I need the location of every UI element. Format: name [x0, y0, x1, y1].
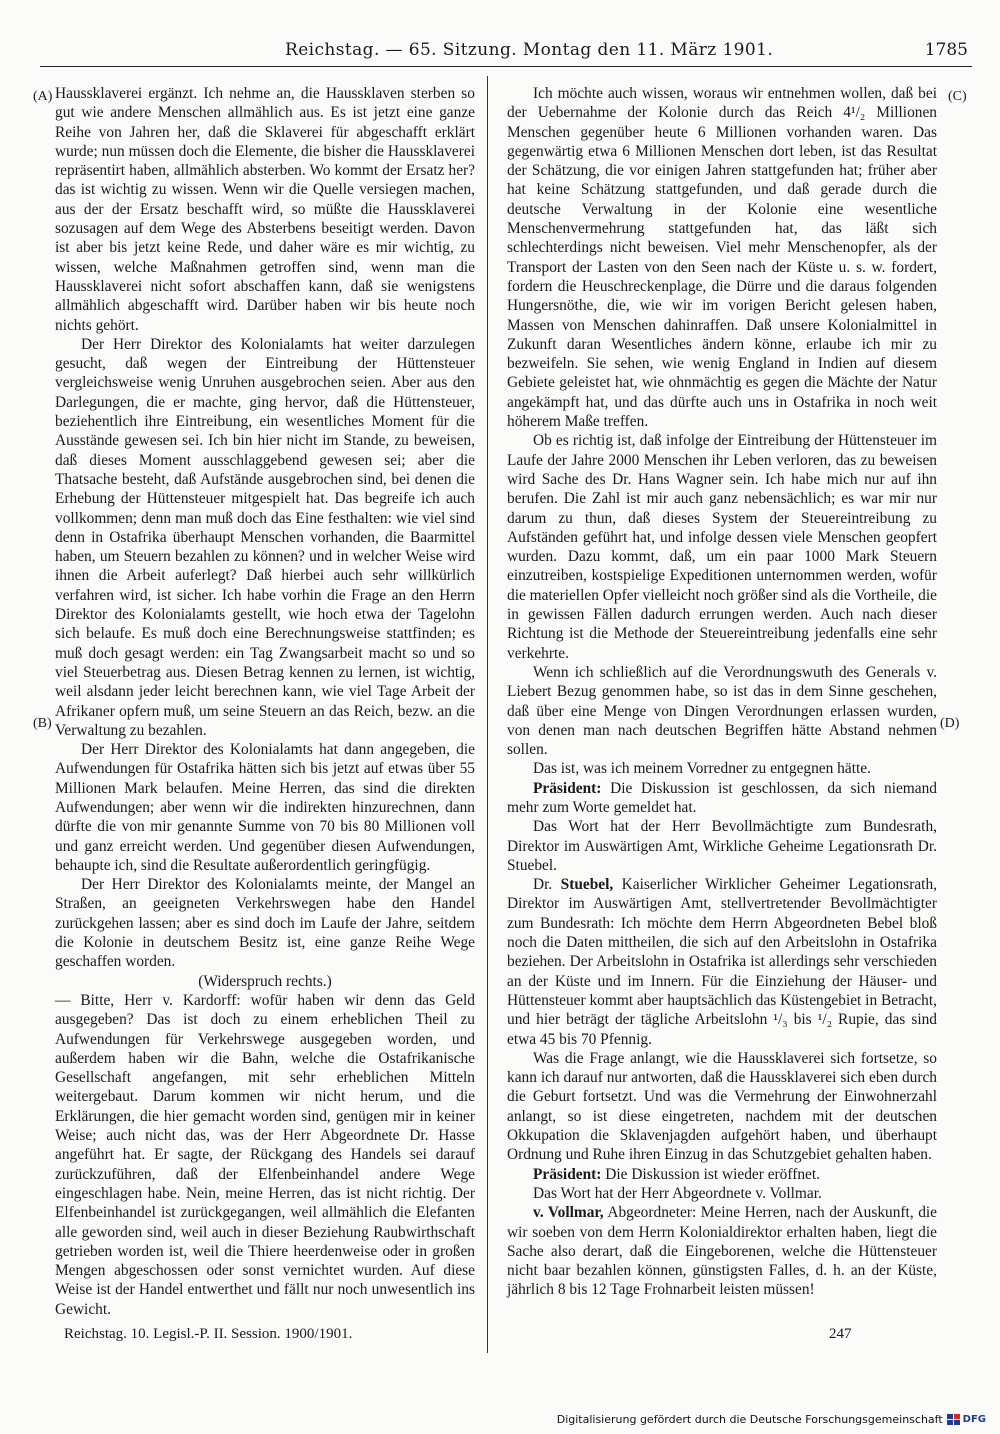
- right-paragraph-2: Ob es richtig ist, daß infolge der Eintreibung der Hüttensteuer im Laufe der Jahre 2000 Menschen ihr Leben verloren, das zu beweisen wird Sache des Dr. Hans Wagner sein. Ich habe mich nur auf ihn berufen. Die Zahl ist mir auch ganz nebensächlich; es war mir nur darum zu thun, daß dieses System der Steuereintreibung zu Aufständen geführt hat, und infolge dessen viele Menschen geopfert wurden. Dazu kommt, daß, um ein paar 1000 Mark Steuern einzutreiben, kostspielige Expeditionen unternommen werden, wofür die materiellen Opfer vielleicht noch größer sind als die Vortheile, die in gewissen Fällen dadurch errungen werden. Auch nach dieser Richtung ist die Methode der Steuereintreibung jedenfalls eine sehr verkehrte.: [507, 432, 937, 662]
- speaker-text: Abgeordneter: Meine Herren, nach der Auskunft, die wir soeben von dem Herrn Kolonialdirektor erhalten haben, liegt die Sache also derart, daß die Eingeborenen, welche die Hüttensteuer nicht baar bezahlen können, günstigsten Falles, d. h. an der Küste, jährlich 8 bis 12 Tage Frohnarbeit leisten müssen!: [507, 1204, 937, 1299]
- header-rule: [40, 66, 972, 67]
- dfg-logo-icon: [947, 1414, 986, 1426]
- left-paragraph-interjection: (Widerspruch rechts.): [198, 972, 332, 990]
- header-title: Reichstag. — 65. Sitzung. Montag den 11. März 1901.: [285, 40, 774, 60]
- right-paragraph-8: Was die Frage anlangt, wie die Haussklaverei sich fortsetze, so kann ich darauf nur antworten, daß die Haussklaverei sich eben durch die Geburt fortsetzt. Und was die Vermehrung der Einwohnerzahl anlangt, so ist diese eingetreten, nachdem mit der deutschen Okkupation die Sklavenjagden aufgehört haben, und überhaupt Ordnung und Ruhe ihren Einzug in das Schutzgebiet gehalten haben.: [507, 1049, 937, 1164]
- left-paragraph-6: — Bitte, Herr v. Kardorff: wofür haben wir denn das Geld ausgegeben? Das ist doch zu einem erheblichen Theil zu Aufwendungen für Verkehrswege ausgegeben worden, und außerdem haben wir die Bahn, welche die Ostafrikanische Gesellschaft angefangen, mit sehr erheblichen Mitteln weitergebaut. Darum kommen wir nicht herum, und die Erklärungen, die hier gemacht worden sind, genügen mir in keiner Weise; auch nicht das, was der Herr Abgeordnete Dr. Hasse angeführt hat. Er sagte, der Rückgang des Handels sei darauf zurückzuführen, daß der Elfenbeinhandel andere Wege eingeschlagen habe. Nein, meine Herren, das ist nicht richtig. Der Elfenbeinhandel ist zurückgegangen, weil allmählich die Elefanten alle geworden sind, weil auch in dieser Beziehung Raubwirthschaft getrieben worden ist, weil die Thiere heerdenweise oder in großen Mengen abgeschossen oder sonst vernichtet wurden. Auf diese Weise ist der Handel entwerthet und fällt nur noch unwesentlich ins Gewicht.: [55, 991, 475, 1318]
- speaker-label: v. Vollmar,: [533, 1204, 604, 1222]
- margin-marker-a: (A): [33, 89, 53, 104]
- header-page-number: 1785: [924, 40, 968, 60]
- left-paragraph-4: Der Herr Direktor des Kolonialamts meinte, der Mangel an Straßen, an geeigneten Verkehrswegen habe den Handel zurückgehen lassen; aber es sind doch im Laufe der Jahre, seitdem die Kolonie in deutschem Besitz ist, eine ganze Reihe Wege geschaffen worden.: [55, 876, 475, 971]
- left-paragraph-2: Der Herr Direktor des Kolonialamts hat weiter darzulegen gesucht, daß wegen der Eintreibung der Hüttensteuer vergleichsweise wenig Unruhen ausgebrochen seien. Aber aus den Darlegungen, die er machte, ging hervor, daß die Hüttensteuer, beziehentlich ihre Eintreibung, ein wesentliches Moment für die Ausstände gewesen sei. Ich bin hier nicht im Stande, zu beweisen, daß dieses Moment ausschlaggebend gewesen sei; aber die Thatsache besteht, daß Aufstände ausgebrochen sind, bei denen die Erhebung der Hüttensteuer mitgespielt hat. Das begreife ich auch vollkommen; denn man muß doch das Eine festhalten: wie viel sind denn in Ostafrika überhaupt Menschen vorhanden, die Baarmittel haben, um Steuern bezahlen zu können? und in welcher Weise wird ihnen die Arbeit auferlegt? Daß hierbei auch sehr willkürlich verfahren wird, ist sicher. Ich habe vorhin die Frage an den Herrn Direktor des Kolonialamts gestellt, wie hoch etwa der Tagelohn sich belaufe. Es muß doch eine Berechnungsweise stattfinden; es muß doch gesagt werden: ein Tag Zwangsarbeit macht so und so viel Steuerbetrag aus. Diesen Betrag kennen zu lernen, ist wichtig, weil alsdann jeder leicht berechnen kann, wie viel Tage Arbeit der Afrikaner opfern muß, um seine Steuern an das Reich, bezw. an die Verwaltung zu bezahlen.: [55, 335, 475, 739]
- right-paragraph-4: Das ist, was ich meinem Vorredner zu entgegnen hätte.: [533, 760, 871, 778]
- speaker-label: Stuebel,: [560, 876, 614, 894]
- right-paragraph-9: [507, 1165, 937, 1184]
- speaker-prefix: Dr.: [533, 876, 561, 894]
- right-paragraph-11: [507, 1203, 937, 1299]
- column-divider: [487, 76, 488, 1353]
- footer-session-info: Reichstag. 10. Legisl.-P. II. Session. 1900/1901.: [64, 1326, 353, 1342]
- right-paragraph-7: [507, 875, 937, 1049]
- right-column: [507, 84, 937, 1300]
- left-paragraph-1: Haussklaverei ergänzt. Ich nehme an, die Haussklaven sterben so gut wie andere Menschen allmählich aus. Es ist jetzt eine ganze Reihe von Jahren her, daß die Sklaverei für abgeschafft erklärt wurde; nun müssen doch die Elemente, die bisher die Haussklaverei repräsentirt haben, allmählich absterben. Wo kommt der Ersatz her? das ist wichtig zu wissen. Wenn wir die Quelle versiegen machen, aus der der Ersatz beschafft wird, so müßte die Haussklaverei sozusagen auf dem Wege des Absterbens beseitigt werden. Davon ist aber bis jetzt keine Rede, und daher wäre es mir wichtig, zu wissen, welche Maßnahmen getroffen sind, wenn man die Haussklaverei nicht sofort abschaffen kann, daß sie wenigstens allmählich abgeschafft wird. Darüber haben wir bis heute noch nichts gehört.: [55, 85, 475, 334]
- footer-sheet-number: 247: [829, 1326, 852, 1342]
- right-paragraph-3: Wenn ich schließlich auf die Verordnungswuth des Generals v. Liebert Bezug genommen habe, so ist das in dem Sinne geschehen, daß über eine Menge von Dingen Verordnungen erlassen wurden, von denen man nach deutschen Begriffen hätte Abstand nehmen sollen.: [507, 663, 937, 759]
- right-paragraph-10: Das Wort hat der Herr Abgeordnete v. Vollmar.: [533, 1184, 822, 1202]
- margin-marker-b: (B): [33, 716, 52, 731]
- margin-marker-d: (D): [940, 716, 960, 731]
- digitization-credit: [557, 1413, 986, 1426]
- speaker-label: Präsident:: [533, 779, 602, 797]
- margin-marker-c: (C): [948, 89, 967, 104]
- speaker-text: Die Diskussion ist geschlossen, da sich niemand mehr zum Worte gemeldet hat.: [507, 779, 937, 816]
- right-paragraph-1: Ich möchte auch wissen, woraus wir entnehmen wollen, daß bei der Uebernahme der Kolonie durch das Reich 4¹/₂ Millionen Menschen gegenüber heute 6 Millionen vorhanden waren. Das gegenwärtig etwa 6 Millionen Menschen dort leben, ist das Resultat der Schätzung, die vor einigen Jahren stattgefunden hat; früher aber hat keine Schätzung stattgefunden, und daß gerade durch die deutsche Verwaltung in der Kolonie eine wesentliche Menschenvermehrung stattgefunden hat, das läßt sich schlechterdings nicht beweisen. Viel mehr Menschenopfer, als der Transport der Lasten von den Seen nach der Küste u. s. w. fordert, fordern die Heuschreckenplage, die Dürre und die daraus folgenden Hungersnöthe, die, wie wir im vorigen Bericht gelesen haben, Massen von Menschen dahinraffen. Daß unsere Kolonialmittel in Zukunft daran Wesentliches ändern könne, erlaube ich mir zu bezweifeln. Sie sehen, wie wenig England in Indien auf diesem Gebiete geleistet hat, wie ohnmächtig es gegen die Mächte der Natur angekämpft hat, und das dürfte auch uns in Ostafrika in noch weit höherem Maße treffen.: [507, 85, 937, 431]
- speaker-text: Die Diskussion ist wieder eröffnet.: [601, 1165, 820, 1183]
- left-column: [55, 84, 475, 1319]
- page-header: [40, 38, 972, 68]
- right-paragraph-6: Das Wort hat der Herr Bevollmächtigte zum Bundesrath, Direktor im Auswärtigen Amt, Wirkliche Geheime Legationsrath Dr. Stuebel.: [507, 818, 937, 874]
- speaker-label: Präsident:: [533, 1165, 602, 1183]
- right-paragraph-5: [507, 779, 937, 818]
- speaker-text: Kaiserlicher Wirklicher Geheimer Legationsrath, Direktor im Auswärtigen Amt, stellvertretender Bevollmächtigter zum Bundesrath: Ich möchte dem Herrn Abgeordneten Bebel bloß noch die Daten mittheilen, die sich auf den Arbeitslohn in Ostafrika beziehen. Der Arbeitslohn in Ostafrika ist allerdings sehr verschieden an der Küste und im Innern. Für die Einziehung der Häuser- und Hüttensteuer kommt aber hauptsächlich das Küstengebiet in Betracht, und hier beträgt der tägliche Arbeitslohn ¹/₃ bis ¹/₂ Rupie, das sind etwa 45 bis 70 Pfennig.: [507, 876, 937, 1048]
- dfg-logo-text: DFG: [962, 1414, 986, 1425]
- left-paragraph-3: Der Herr Direktor des Kolonialamts hat dann angegeben, die Aufwendungen für Ostafrika hätten sich bis jetzt auf etwas über 55 Millionen Mark belaufen. Meine Herren, das sind die direkten Aufwendungen; aber wenn wir die indirekten hinzurechnen, dann dürfte die von mir genannte Summe von 70 bis 80 Millionen voll und ganz erreicht werden. Und gegenüber diesen Aufwendungen, behaupte ich, sind die Resultate außerordentlich geringfügig.: [55, 741, 475, 874]
- credit-text: Digitalisierung gefördert durch die Deutsche Forschungsgemeinschaft: [556, 1413, 943, 1426]
